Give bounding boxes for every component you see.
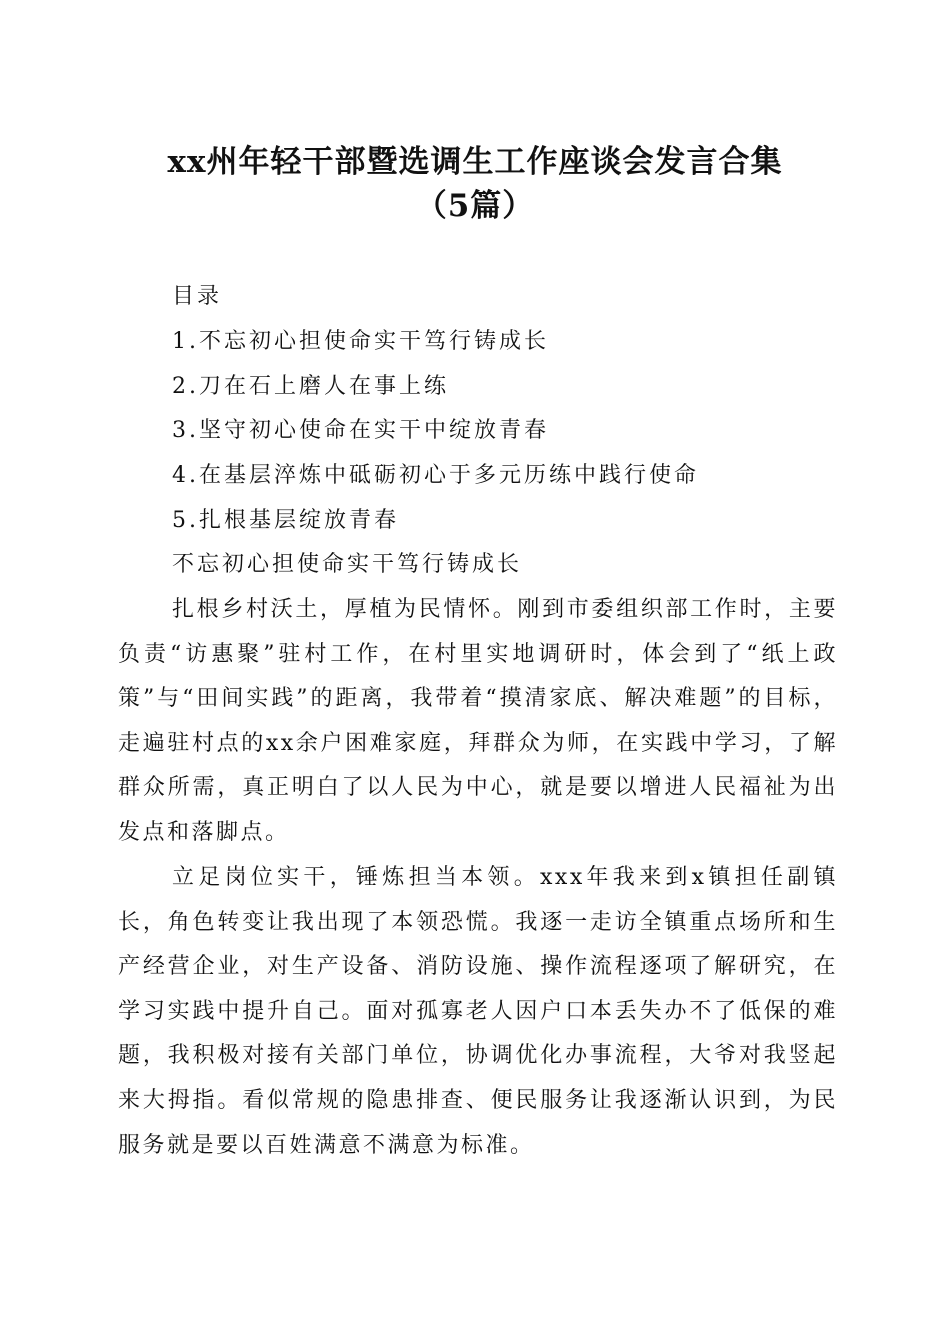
toc-item-2: 2.刀在石上磨人在事上练: [172, 374, 449, 399]
body-paragraph-2: 立足岗位实干，锤炼担当本领。xxx年我来到x镇担任副镇长，角色转变让我出现了本领恐慌。我逐一走访全镇重点场所和生产经营企业，对生产设备、消防设施、操作流程逐项了解研究，在学习实践中提升自己。面对孤寡老人因户口本丢失办不了低保的难题，我积极对接有关部门单位，协调优化办事流程，大爷对我竖起来大拇指。看似常规的隐患排查、便民服务让我逐渐认识到，为民服务就是要以百姓满意不满意为标准。: [118, 865, 838, 1158]
toc-item-1: 1.不忘初心担使命实干笃行铸成长: [172, 329, 549, 354]
body-paragraph-1: 扎根乡村沃土，厚植为民情怀。刚到市委组织部工作时，主要负责“访惠聚”驻村工作，在村里实地调研时，体会到了“纸上政策”与“田间实践”的距离，我带着“摸清家底、解决难题”的目标，走遍驻村点的xx余户困难家庭，拜群众为师，在实践中学习，了解群众所需，真正明白了以人民为中心，就是要以增进人民福祉为出发点和落脚点。: [118, 597, 838, 845]
toc-heading: 目录: [172, 284, 223, 309]
toc-item-4: 4.在基层淬炼中砥砺初心于多元历练中践行使命: [172, 463, 699, 488]
document-title: xx州年轻干部暨选调生工作座谈会发言合集: [167, 144, 783, 180]
document-title-subtitle: （5篇）: [415, 188, 535, 224]
toc-item-3: 3.坚守初心使命在实干中绽放青春: [172, 418, 549, 443]
toc-item-5: 5.扎根基层绽放青春: [172, 508, 399, 533]
section-title: 不忘初心担使命实干笃行铸成长: [172, 552, 523, 577]
